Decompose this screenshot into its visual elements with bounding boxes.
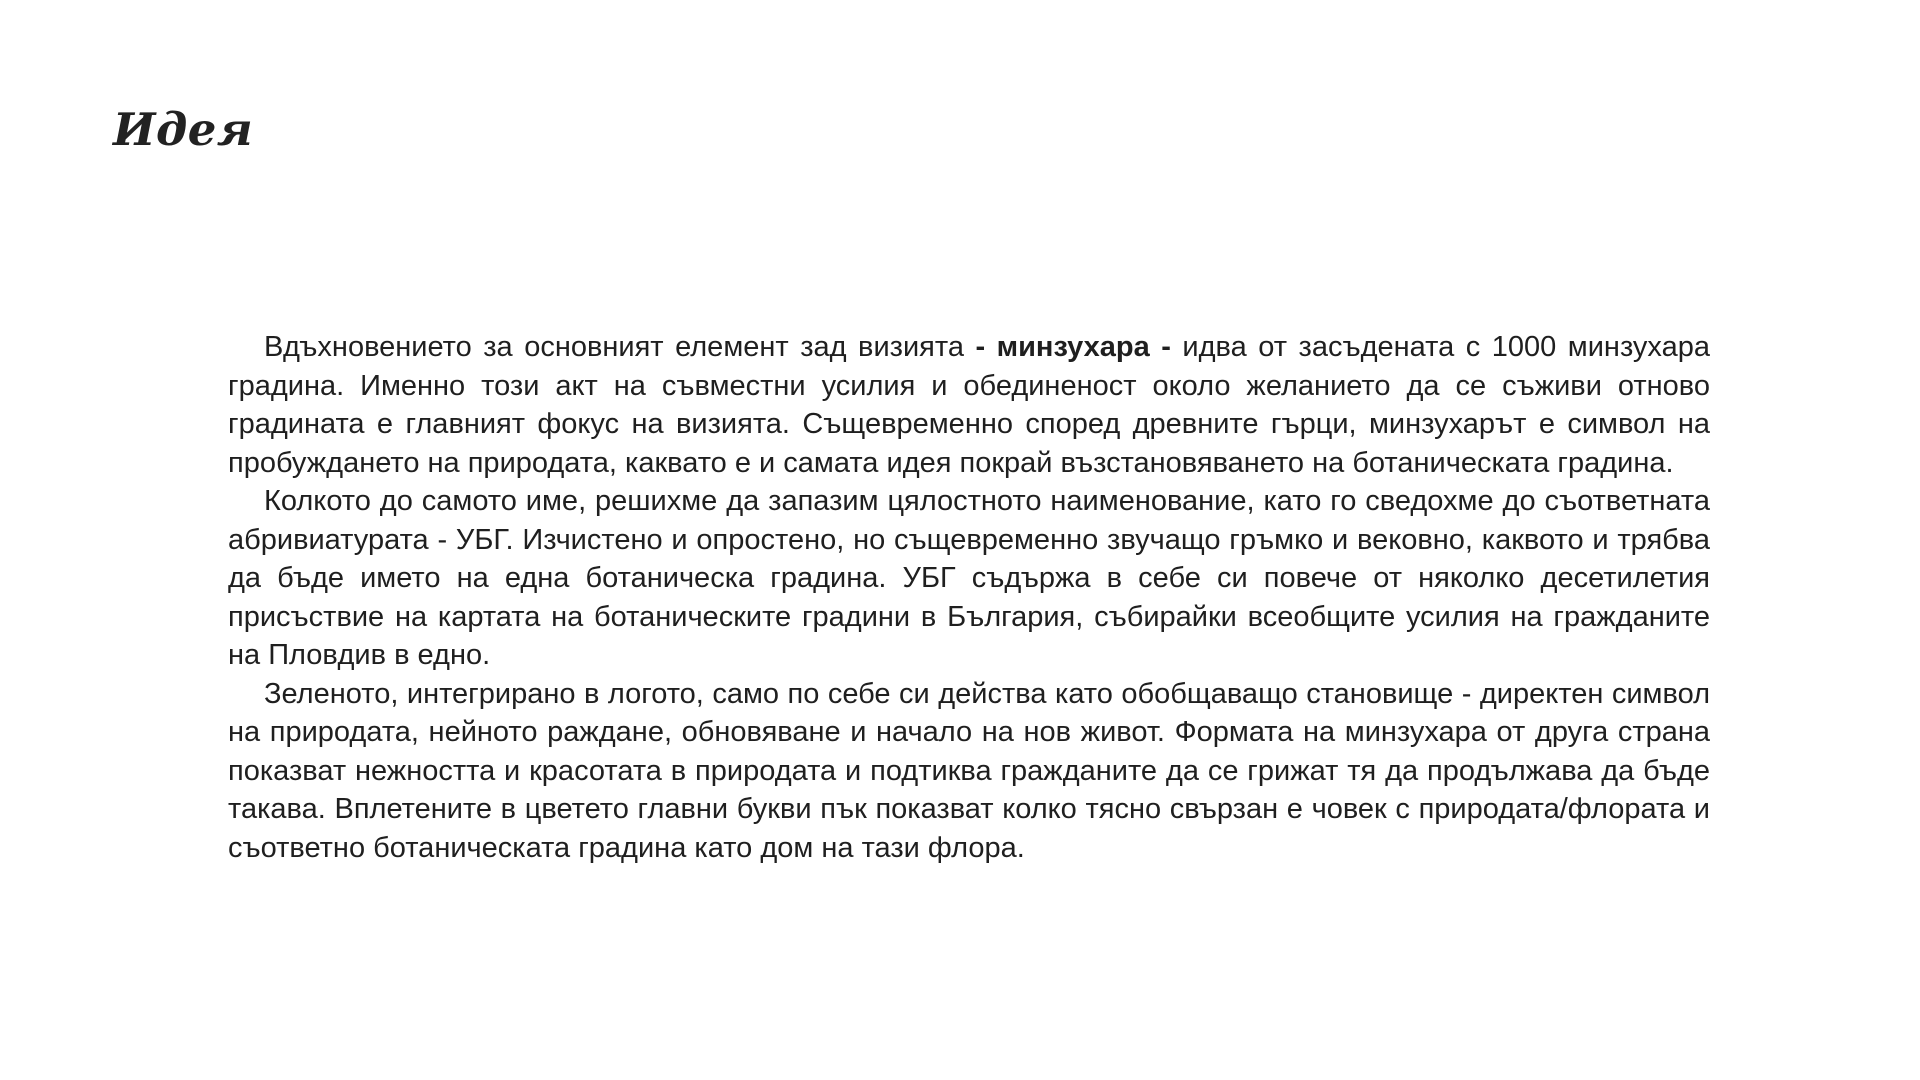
body-text [228,328,1710,867]
page-title: Идея [113,103,254,156]
paragraph-inspiration-lead: Вдъхновението за основният елемент зад визията [264,331,976,363]
paragraph-inspiration-emphasis: - минзухара - [975,331,1171,363]
paragraph-inspiration [228,328,1710,482]
paragraph-name: Колкото до самото име, решихме да запазим цялостното наименование, като го сведохме до съответната абривиатурата - УБГ. Изчистено и опростено, но същевременно звучащо гръмко и вековно, каквото и трябва да бъде името на една ботаническа градина. УБГ съдържа в себе си повече от няколко десетилетия присъствие на картата на ботаническите градини в България, събирайки всеобщите усилия на гражданите на Пловдив в едно. [228,485,1710,671]
paragraph-green-logo: Зеленото, интегрирано в логото, само по себе си действа като обобщаващо становище - директен символ на природата, нейното раждане, обновяване и начало на нов живот. Формата на минзухара от друга страна показват нежността и красотата в природата и подтиква гражданите да се грижат тя да продължава да бъде такава. Вплетените в цветето главни букви пък показват колко тясно свързан е човек с природата/флората и съответно ботаническата градина като дом на тази флора. [228,677,1710,864]
paragraph-inspiration-rest: идва от засъдената с 1000 минзухара градина. Именно този акт на съвместни усилия и обединеност около желанието да се съживи отново градината е главният фокус на визията. Същевременно според древните гърци, минзухарът е символ на пробуждането на природата, каквато е и самата идея покрай възстановяването на ботаническата градина. [228,331,1710,479]
